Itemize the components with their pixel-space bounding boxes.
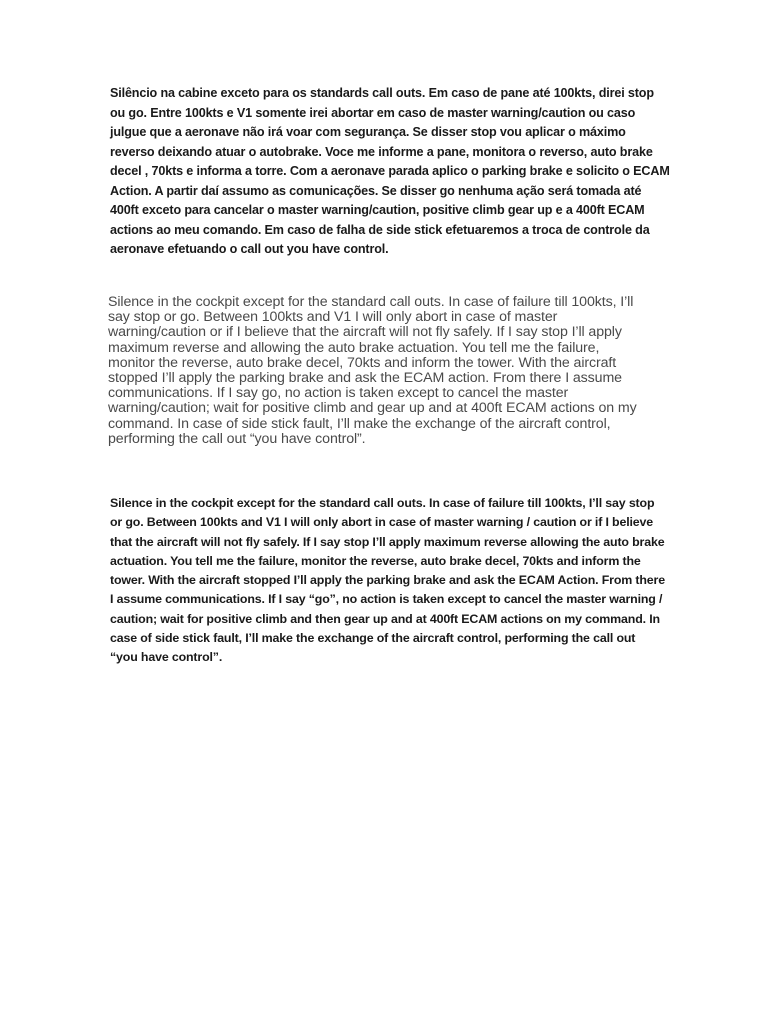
english-paragraph-bold: Silence in the cockpit except for the standard call outs. In case of failure till 100kts, I’ll say stop or go. Between 100kts and V1 I will only abort in case of master warning / caution or if I believe that the aircraft will not fly safely. If I say stop I’ll apply maximum reverse allowing the auto brake actuation. You tell me the failure, monitor the reverse, auto brake decel, 70kts and inform the tower. With the aircraft stopped I’ll apply the parking brake and ask the ECAM Action. From there I assume communications. If I say “go”, no action is taken except to cancel the master warning / caution; wait for positive climb and then gear up and at 400ft ECAM actions on my command. In case of side stick fault, I’ll make the exchange of the aircraft control, performing the call out “you have control”. [110, 496, 665, 665]
english-paragraph-regular: Silence in the cockpit except for the standard call outs. In case of failure till 100kts, I’ll say stop or go. Between 100kts and V1 I will only abort in case of master warning/caution or if I believe that the aircraft will not fly safely. If I say stop I’ll apply maximum reverse and allowing the auto brake actuation. You tell me the failure, monitor the reverse, auto brake decel, 70kts and inform the tower. With the aircraft stopped I’ll apply the parking brake and ask the ECAM action. From there I assume communications. If I say go, no action is taken except to cancel the master warning/caution; wait for positive climb and gear up and at 400ft ECAM actions on my command. In case of side stick fault, I’ll make the exchange of the aircraft control, performing the call out “you have control”. [108, 294, 637, 447]
portuguese-paragraph: Silêncio na cabine exceto para os standards call outs. Em caso de pane até 100kts, direi stop ou go. Entre 100kts e V1 somente irei abortar em caso de master warning/caution ou caso julgue que a aeronave não irá voar com segurança. Se disser stop vou aplicar o máximo reverso deixando atuar o autobrake. Voce me informe a pane, monitora o reverso, auto brake decel , 70kts e informa a torre. Com a aeronave parada aplico o parking brake e solicito o ECAM Action. A partir daí assumo as comunicações. Se disser go nenhuma ação será tomada até 400ft exceto para cancelar o master warning/caution, positive climb gear up e a 400ft ECAM actions ao meu comando. Em caso de falha de side stick efetuaremos a troca de controle da aeronave efetuando o call out you have control. [110, 86, 670, 256]
